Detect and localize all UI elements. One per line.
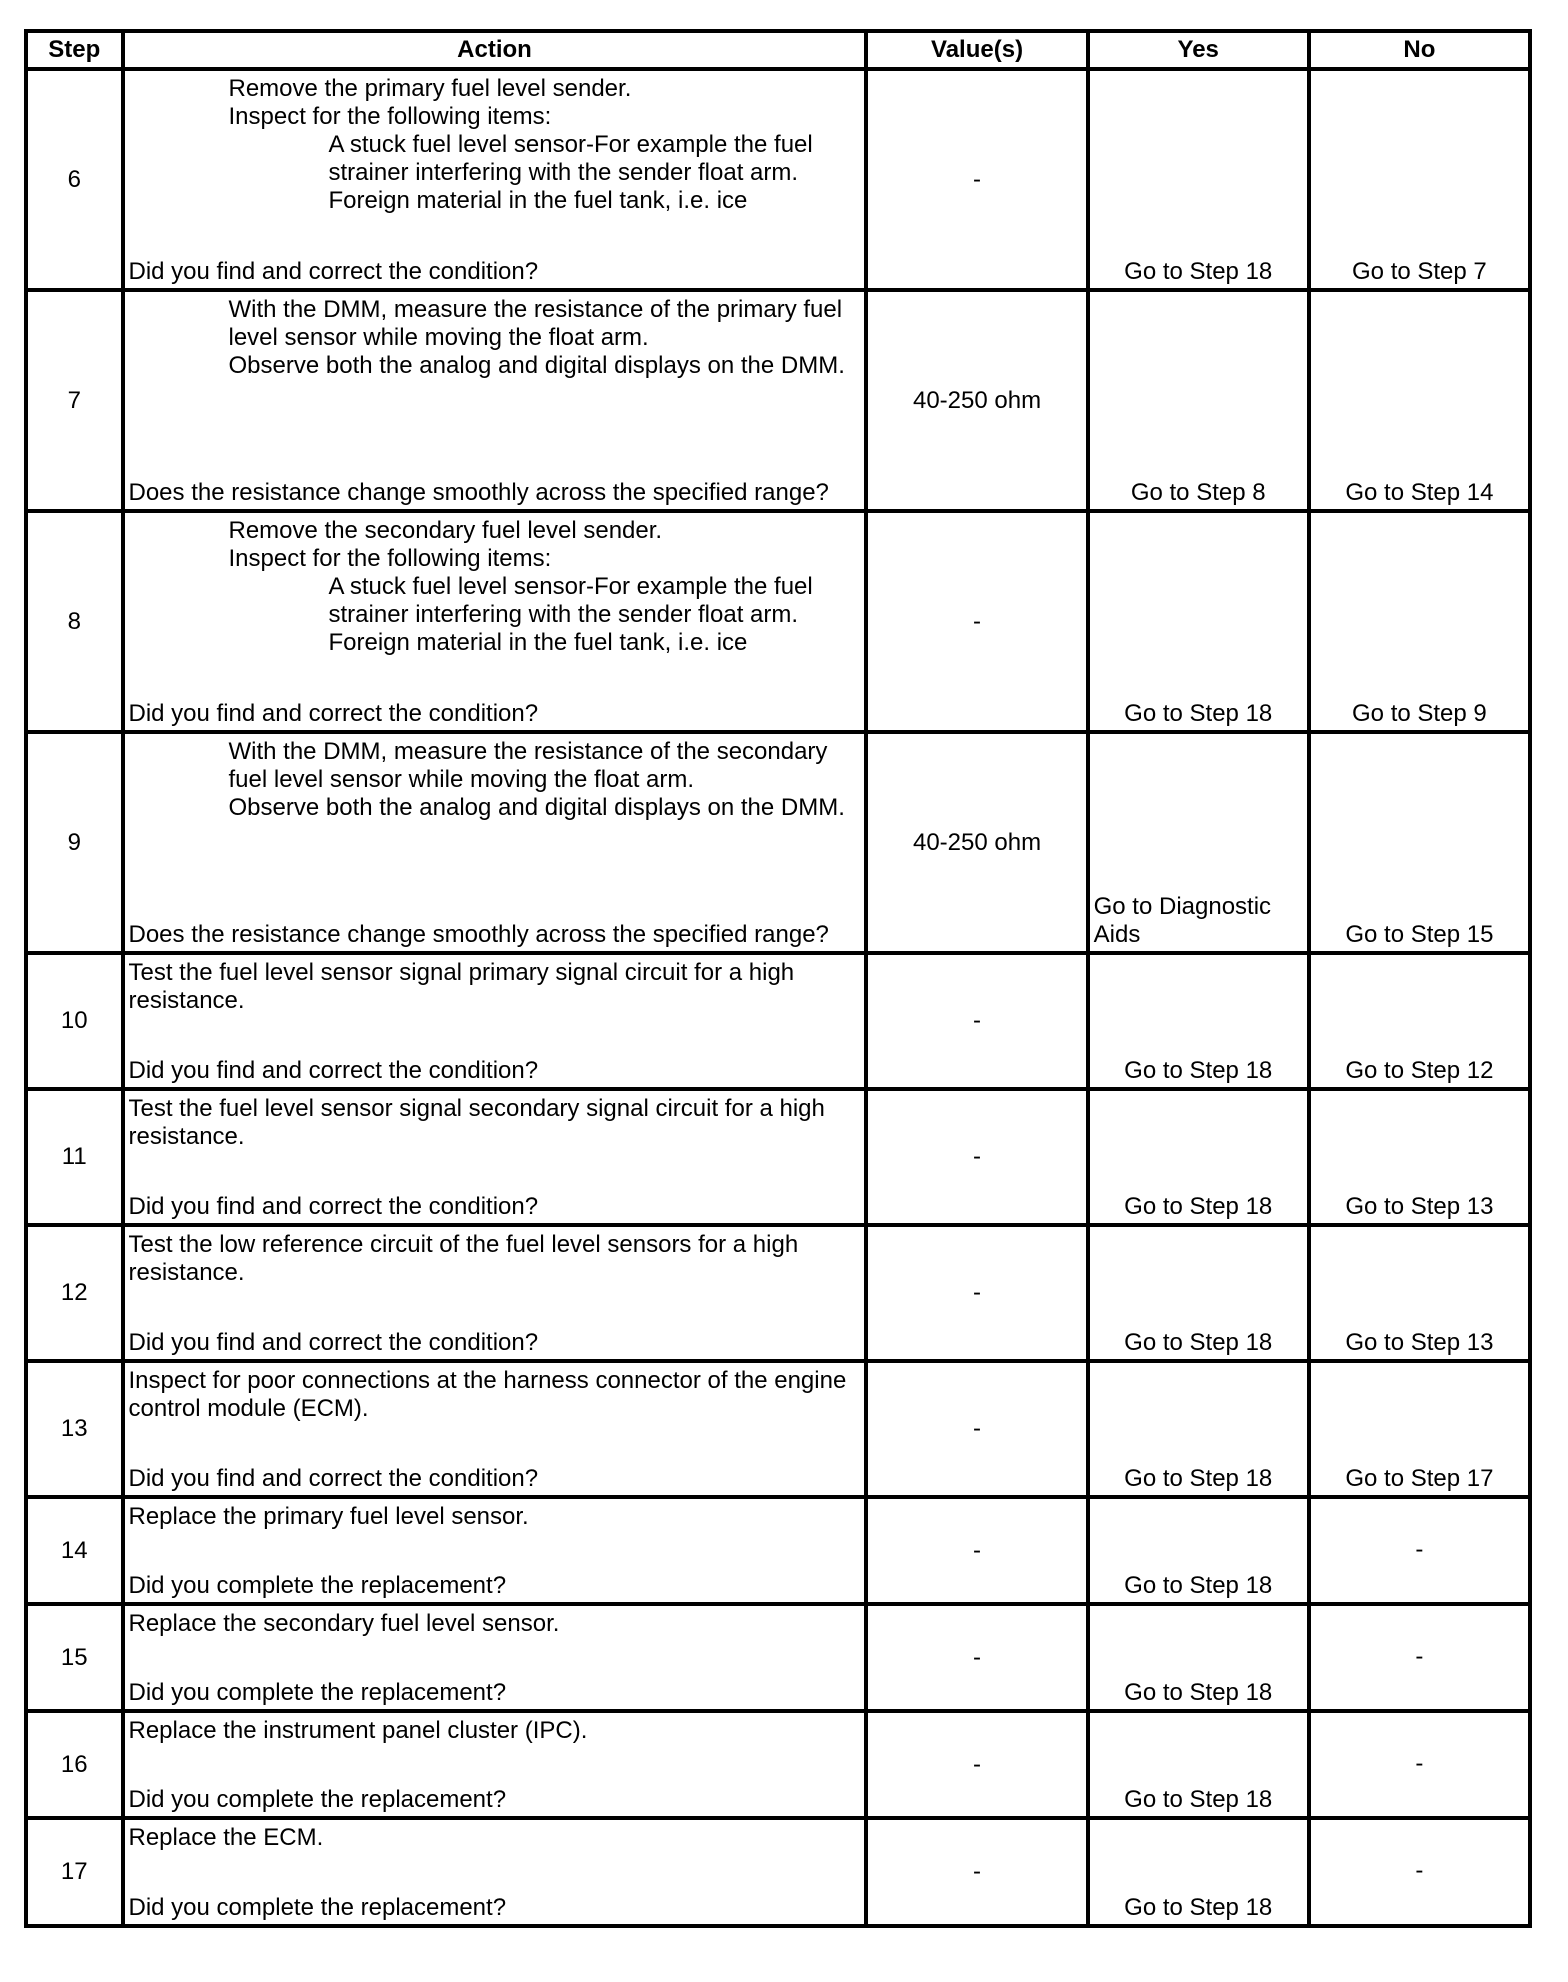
value-cell: - [866,953,1087,1089]
action-question: Did you find and correct the condition? [128,1465,539,1492]
action-line: Inspect for poor connections at the harness connector of the engine control module (ECM). [128,1367,853,1422]
yes-cell: Go to Step 18 [1088,1818,1309,1926]
action-question: Did you find and correct the condition? [128,1329,539,1356]
action-line: A stuck fuel level sensor-For example the fuel strainer interfering with the sender float arm. [328,573,820,628]
step-number: 16 [26,1711,123,1818]
value-cell: - [866,1361,1087,1497]
no-cell: Go to Step 15 [1309,732,1530,953]
step-number: 9 [26,732,123,953]
action-cell [123,511,867,732]
table-row [26,1818,1530,1926]
value-cell: - [866,511,1087,732]
action-line: Replace the primary fuel level sensor. [128,1503,529,1530]
action-cell [123,732,867,953]
action-cell [123,1225,867,1361]
no-cell: Go to Step 7 [1309,69,1530,290]
no-cell: Go to Step 13 [1309,1225,1530,1361]
table-row [26,953,1530,1089]
action-line: A stuck fuel level sensor-For example the fuel strainer interfering with the sender float arm. [328,131,820,186]
action-line: Foreign material in the fuel tank, i.e. ice [328,629,748,656]
diagnostic-table [24,29,1532,1928]
no-cell: Go to Step 13 [1309,1089,1530,1225]
action-cell [123,290,867,511]
step-number: 12 [26,1225,123,1361]
value-cell: - [866,1225,1087,1361]
value-cell: - [866,1711,1087,1818]
step-number: 11 [26,1089,123,1225]
value-cell: - [866,1818,1087,1926]
step-number: 15 [26,1604,123,1711]
table-row [26,290,1530,511]
action-line: Remove the primary fuel level sender. [228,75,632,102]
action-cell [123,1818,867,1926]
header-step: Step [26,31,123,69]
yes-cell: Go to Diagnostic Aids [1088,732,1309,953]
action-line: Observe both the analog and digital displays on the DMM. [228,794,845,821]
action-question: Did you find and correct the condition? [128,700,539,727]
step-number: 13 [26,1361,123,1497]
action-question: Did you find and correct the condition? [128,1193,539,1220]
action-cell [123,69,867,290]
no-cell: Go to Step 12 [1309,953,1530,1089]
header-row [26,31,1530,69]
yes-cell: Go to Step 18 [1088,511,1309,732]
no-cell: - [1309,1497,1530,1604]
action-line: Test the fuel level sensor signal primary signal circuit for a high resistance. [128,959,801,1014]
action-question: Does the resistance change smoothly across the specified range? [128,479,829,506]
action-question: Did you complete the replacement? [128,1679,507,1706]
value-cell: 40-250 ohm [866,290,1087,511]
action-line: With the DMM, measure the resistance of the primary fuel level sensor while moving the float arm. [228,296,849,351]
table-body [26,69,1530,1926]
action-cell [123,953,867,1089]
header-no: No [1309,31,1530,69]
value-cell: 40-250 ohm [866,732,1087,953]
table-row [26,511,1530,732]
yes-cell: Go to Step 18 [1088,1361,1309,1497]
yes-cell: Go to Step 18 [1088,69,1309,290]
yes-cell: Go to Step 18 [1088,1711,1309,1818]
action-line: Replace the instrument panel cluster (IPC). [128,1717,588,1744]
yes-cell: Go to Step 8 [1088,290,1309,511]
header-yes: Yes [1088,31,1309,69]
action-line: Test the low reference circuit of the fuel level sensors for a high resistance. [128,1231,805,1286]
table-row [26,1225,1530,1361]
action-question: Did you complete the replacement? [128,1786,507,1813]
action-question: Did you complete the replacement? [128,1572,507,1599]
action-question: Did you complete the replacement? [128,1894,507,1921]
action-line: Replace the secondary fuel level sensor. [128,1610,560,1637]
action-line: Test the fuel level sensor signal secondary signal circuit for a high resistance. [128,1095,832,1150]
action-line: Remove the secondary fuel level sender. [228,517,663,544]
action-line: With the DMM, measure the resistance of the secondary fuel level sensor while moving the float arm. [228,738,835,793]
no-cell: Go to Step 9 [1309,511,1530,732]
step-number: 14 [26,1497,123,1604]
no-cell: - [1309,1711,1530,1818]
action-cell [123,1711,867,1818]
yes-cell: Go to Step 18 [1088,1089,1309,1225]
no-cell: - [1309,1604,1530,1711]
action-line: Observe both the analog and digital displays on the DMM. [228,352,845,379]
value-cell: - [866,1497,1087,1604]
value-cell: - [866,69,1087,290]
table-row [26,1604,1530,1711]
table-row [26,1711,1530,1818]
no-cell: - [1309,1818,1530,1926]
yes-cell: Go to Step 18 [1088,953,1309,1089]
table-row [26,1089,1530,1225]
no-cell: Go to Step 14 [1309,290,1530,511]
action-cell [123,1604,867,1711]
action-line: Foreign material in the fuel tank, i.e. ice [328,187,748,214]
step-number: 6 [26,69,123,290]
step-number: 8 [26,511,123,732]
step-number: 7 [26,290,123,511]
action-line: Inspect for the following items: [228,545,552,572]
action-line: Replace the ECM. [128,1824,324,1851]
action-cell [123,1361,867,1497]
header-values: Value(s) [866,31,1087,69]
no-cell: Go to Step 17 [1309,1361,1530,1497]
table-row [26,69,1530,290]
step-number: 10 [26,953,123,1089]
yes-cell: Go to Step 18 [1088,1225,1309,1361]
value-cell: - [866,1604,1087,1711]
value-cell: - [866,1089,1087,1225]
yes-cell: Go to Step 18 [1088,1497,1309,1604]
action-line: Inspect for the following items: [228,103,552,130]
header-action: Action [123,31,867,69]
table-row [26,1361,1530,1497]
action-cell [123,1497,867,1604]
yes-cell: Go to Step 18 [1088,1604,1309,1711]
action-question: Did you find and correct the condition? [128,1057,539,1084]
action-cell [123,1089,867,1225]
table-row [26,732,1530,953]
action-question: Did you find and correct the condition? [128,258,539,285]
step-number: 17 [26,1818,123,1926]
action-question: Does the resistance change smoothly across the specified range? [128,921,829,948]
table-row [26,1497,1530,1604]
